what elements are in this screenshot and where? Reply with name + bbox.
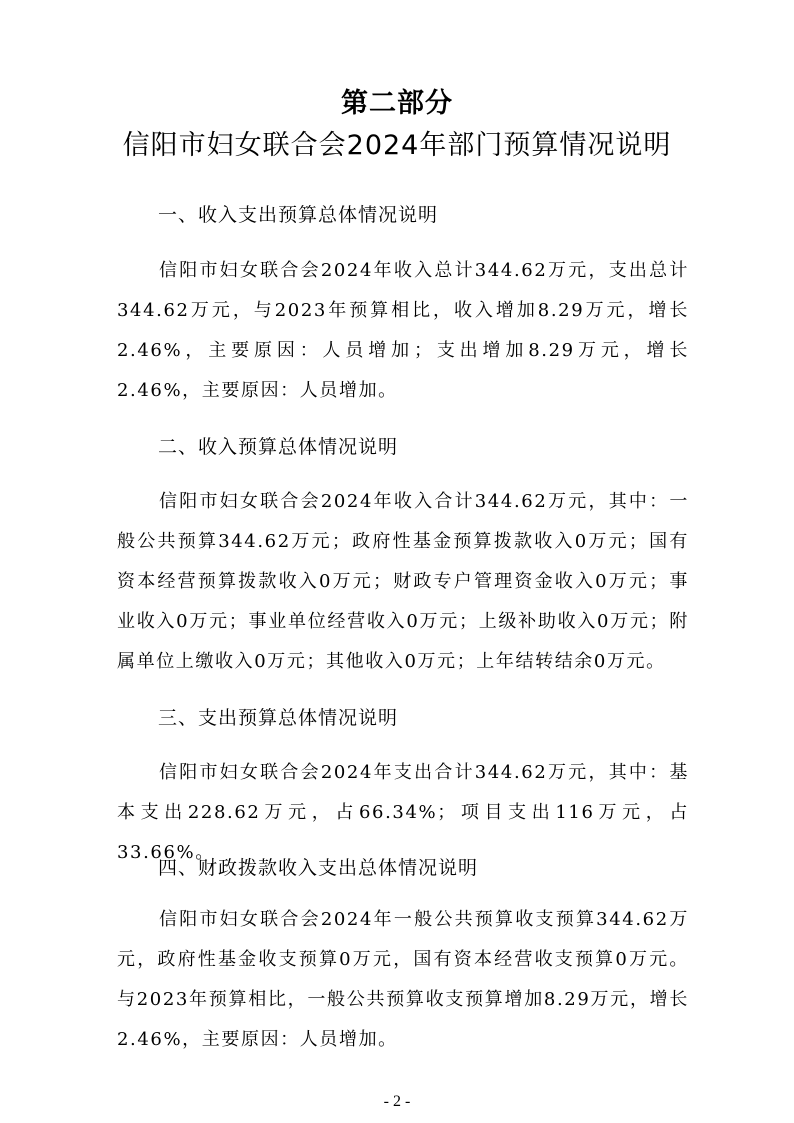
section-heading-3: 三、支出预算总体情况说明 <box>158 707 399 729</box>
section-heading-1: 一、收入支出预算总体情况说明 <box>158 204 439 226</box>
section-body-2: 信阳市妇女联合会2024年收入合计344.62万元，其中：一般公共预算344.62万元；政府性基金预算拨款收入0万元；国有资本经营预算拨款收入0万元；财政专户管理资金收入0万元；事业收入0万元；事业单位经营收入0万元；上级补助收入0万元；附属单位上缴收入0万元；其他收入0万元；上年结转结余0万元。 <box>117 491 689 672</box>
section-body-3: 信阳市妇女联合会2024年支出合计344.62万元，其中：基本支出228.62万元，占66.34%；项目支出116万元，占33.66%。 <box>117 762 689 863</box>
part-title: 第二部分 <box>341 88 453 119</box>
section-body-4: 信阳市妇女联合会2024年一般公共预算收支预算344.62万元，政府性基金收支预算0万元，国有资本经营收支预算0万元。与2023年预算相比，一般公共预算收支预算增加8.29万元，增长2.46%，主要原因：人员增加。 <box>117 909 689 1050</box>
document-title: 信阳市妇女联合会2024年部门预算情况说明 <box>122 130 672 161</box>
section-heading-2: 二、收入预算总体情况说明 <box>158 436 399 458</box>
section-heading-4: 四、财政拨款收入支出总体情况说明 <box>158 857 479 879</box>
section-body-1: 信阳市妇女联合会2024年收入总计344.62万元，支出总计344.62万元，与2023年预算相比，收入增加8.29万元，增长2.46%，主要原因：人员增加；支出增加8.29万元，增长2.46%，主要原因：人员增加。 <box>117 260 689 401</box>
page-number: - 2 - <box>383 1093 411 1110</box>
